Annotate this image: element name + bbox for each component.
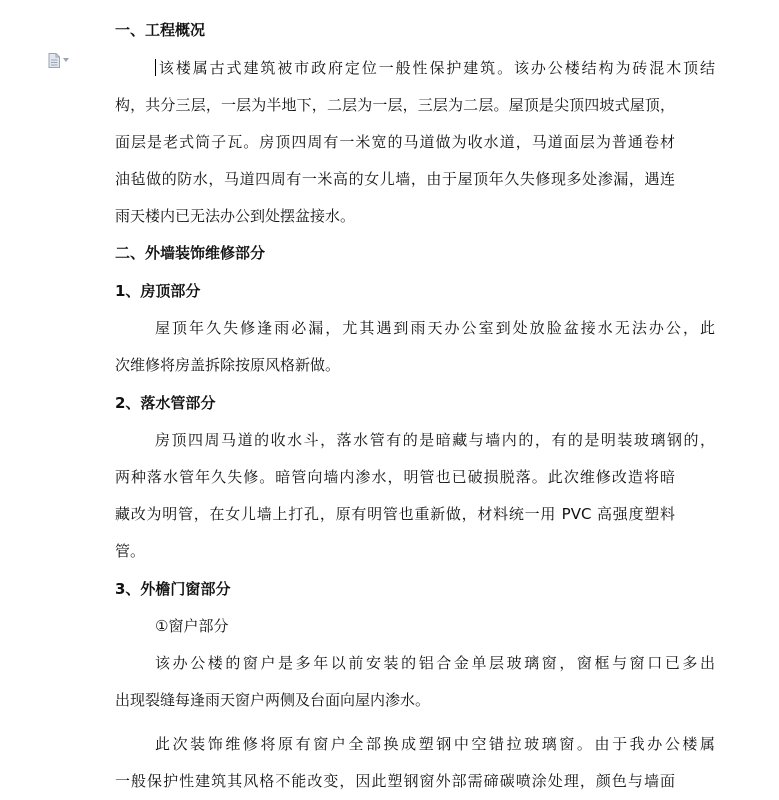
paragraph-line: 管。 [115, 542, 146, 560]
subheading-windows: ①窗户部分 [155, 617, 229, 635]
paragraph-line: 房顶四周马道的收水斗，落水管有的是暗藏与墙内的，有的是明装玻璃钢的， [155, 431, 715, 449]
heading-doors-windows: 3、外檐门窗部分 [115, 580, 231, 598]
paragraph-line: 一般保护性建筑其风格不能改变，因此塑钢窗外部需碲碳喷涂处理，颜色与墙面 [115, 772, 675, 790]
paragraph-line: 雨天楼内已无法办公到处摆盆接水。 [115, 207, 356, 225]
paragraph-line: 该办公楼的窗户是多年以前安装的铝合金单层玻璃窗，窗框与窗口已多出 [155, 654, 715, 672]
paragraph-line: 面层是老式筒子瓦。房顶四周有一米宽的马道做为收水道，马道面层为普通卷材 [115, 133, 675, 151]
paragraph-line: 该楼属古式建筑被市政府定位一般性保护建筑。该办公楼结构为砖混木顶结 [157, 59, 715, 77]
paragraph-line: 此次装饰维修将原有窗户全部换成塑钢中空错拉玻璃窗。由于我办公楼属 [155, 735, 715, 753]
paragraph-line: 藏改为明管，在女儿墙上打孔，原有明管也重新做，材料统一用 PVC 高强度塑料 [115, 505, 675, 523]
paragraph-line: 构，共分三层，一层为半地下，二层为一层，三层为二层。屋顶是尖顶四坡式屋顶， [115, 96, 675, 114]
heading-roof: 1、房顶部分 [115, 282, 201, 300]
paragraph-line: 两种落水管年久失修。暗管向墙内渗水，明管也已破损脱落。此次维修改造将暗 [115, 468, 675, 486]
paragraph-line: 出现裂缝每逢雨天窗户两侧及台面向屋内渗水。 [115, 691, 431, 709]
heading-overview: 一、工程概况 [115, 21, 206, 39]
chevron-down-icon [63, 58, 69, 62]
document-icon [48, 53, 60, 68]
text-cursor [155, 59, 156, 76]
heading-downpipe: 2、落水管部分 [115, 394, 216, 412]
paragraph-line: 屋顶年久失修逢雨必漏，尤其遇到雨天办公室到处放脸盆接水无法办公，此 [155, 319, 715, 337]
paragraph-line: 油毡做的防水，马道四周有一米高的女儿墙，由于屋顶年久失修现多处渗漏，遇连 [115, 170, 675, 188]
paragraph-line: 次维修将房盖拆除按原风格新做。 [115, 356, 341, 374]
margin-comment-marker[interactable] [48, 52, 78, 68]
heading-exterior-wall: 二、外墙装饰维修部分 [115, 244, 266, 262]
